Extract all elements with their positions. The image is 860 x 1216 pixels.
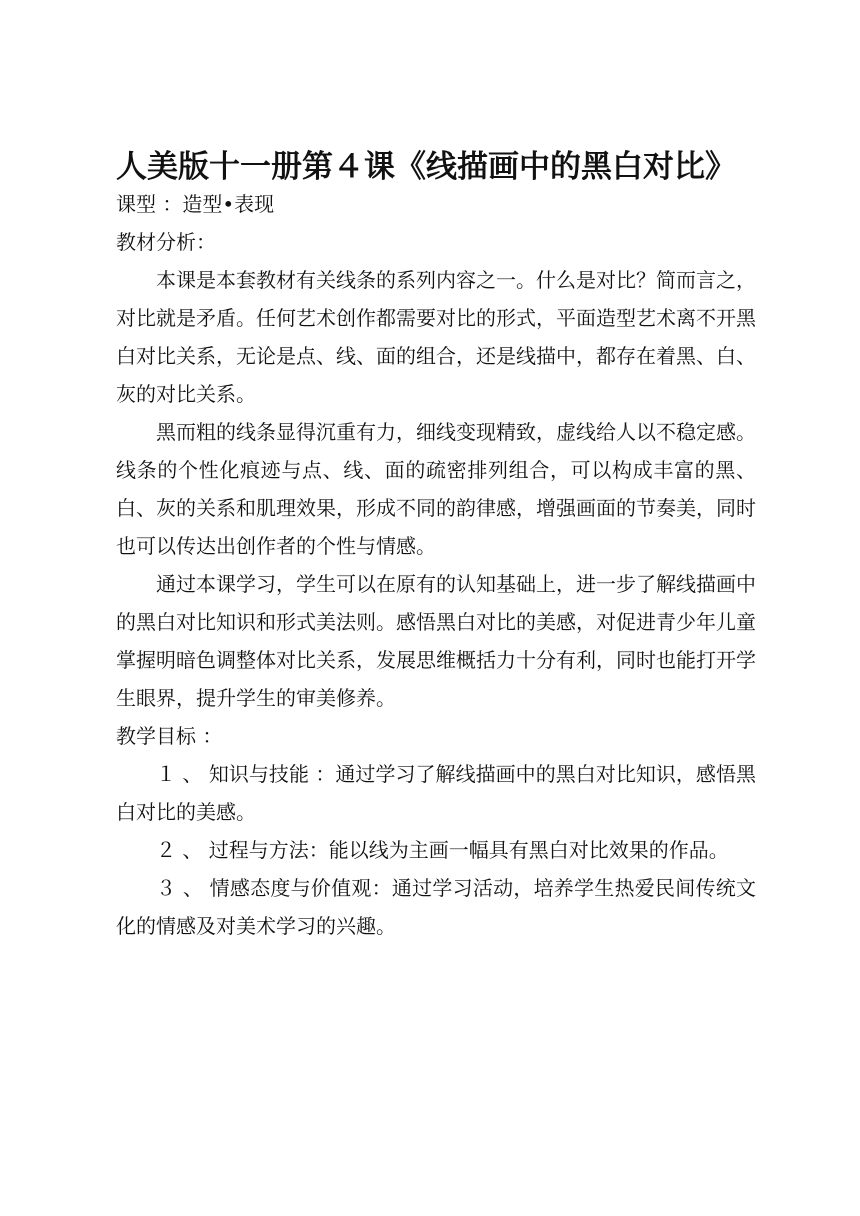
objective-item-3: ３ 、 情感态度与价值观：通过学习活动，培养学生热爱民间传统文化的情感及对美术学习的兴趣。 <box>116 875 756 938</box>
document-title: 人美版十一册第４课《线描画中的黑白对比》 <box>116 149 736 185</box>
objective-item-2: ２ 、 过程与方法：能以线为主画一幅具有黑白对比效果的作品。 <box>156 837 729 862</box>
objective-item-1: １ 、 知识与技能 ：通过学习了解线描画中的黑白对比知识，感悟黑白对比的美感。 <box>116 761 756 824</box>
analysis-heading: 教材分析： <box>116 229 216 254</box>
document-content <box>116 150 756 945</box>
course-type-line: 课型 ：造型•表现 <box>116 191 275 216</box>
objectives-heading: 教学目标 ： <box>116 723 223 748</box>
analysis-paragraph-2: 黑而粗的线条显得沉重有力，细线变现精致，虚线给人以不稳定感。线条的个性化痕迹与点、线、面的疏密排列组合，可以构成丰富的黑、白、灰的关系和肌理效果，形成不同的韵律感，增强画面的节奏美，同时也可以传达出创作者的个性与情感。 <box>116 419 756 558</box>
analysis-paragraph-3: 通过本课学习，学生可以在原有的认知基础上，进一步了解线描画中的黑白对比知识和形式美法则。感悟黑白对比的美感，对促进青少年儿童掌握明暗色调整体对比关系，发展思维概括力十分有利，同时也能打开学生眼界，提升学生的审美修养。 <box>116 571 756 710</box>
analysis-paragraph-1: 本课是本套教材有关线条的系列内容之一。什么是对比？简而言之，对比就是矛盾。任何艺术创作都需要对比的形式，平面造型艺术离不开黑白对比关系，无论是点、线、面的组合，还是线描中，都存在着黑、白、灰的对比关系。 <box>116 267 756 406</box>
